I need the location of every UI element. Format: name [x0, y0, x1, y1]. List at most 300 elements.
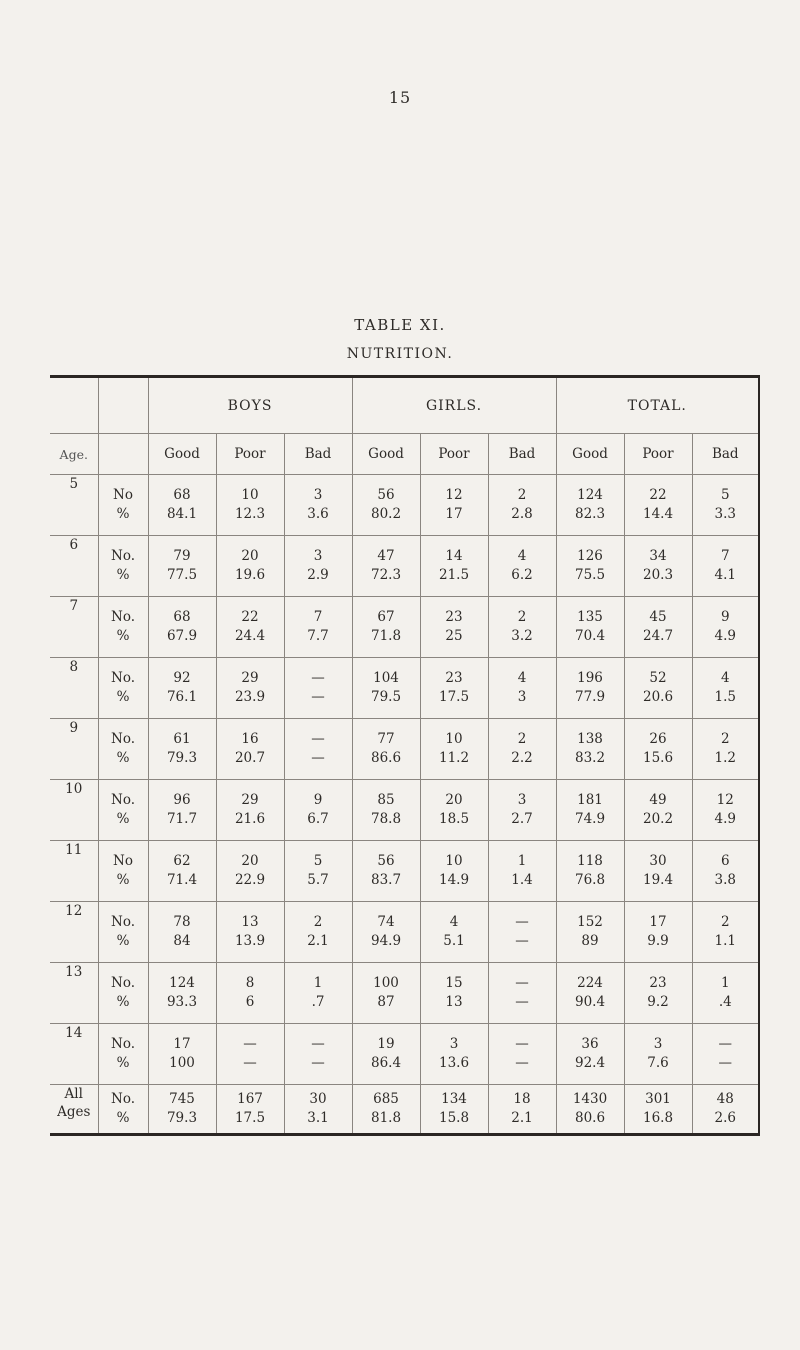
data-cell	[692, 658, 759, 719]
percent-value: 3.6	[307, 506, 329, 522]
data-cell	[556, 1024, 624, 1085]
count-value: 12	[445, 487, 463, 503]
percent-value: 75.5	[574, 567, 606, 583]
data-cell	[488, 963, 556, 1024]
data-cell	[216, 841, 284, 902]
data-cell	[284, 475, 352, 536]
percent-label: %	[116, 750, 130, 766]
data-cell	[420, 963, 488, 1024]
percent-value: 11.2	[438, 750, 470, 766]
count-value: 124	[577, 487, 603, 503]
count-value: 96	[173, 792, 191, 808]
percent-value: 17	[445, 506, 463, 522]
age-cell: 10	[50, 780, 98, 841]
data-cell	[284, 780, 352, 841]
column-header: Poor	[216, 434, 284, 475]
data-cell	[352, 780, 420, 841]
row-label-cell	[98, 1024, 148, 1085]
percent-value: 3	[517, 689, 527, 705]
count-value: 78	[173, 914, 191, 930]
percent-value: 84.1	[166, 506, 198, 522]
data-cell	[556, 658, 624, 719]
count-value: 2	[517, 731, 527, 747]
data-cell	[624, 536, 692, 597]
data-cell	[148, 719, 216, 780]
percent-value: 2.1	[307, 933, 329, 949]
data-cell	[692, 780, 759, 841]
count-value: 20	[241, 548, 259, 564]
percent-value: 14.4	[642, 506, 674, 522]
count-value: 13	[241, 914, 259, 930]
percent-value: 89	[581, 933, 599, 949]
count-value: 68	[173, 609, 191, 625]
count-value: 3	[313, 548, 323, 564]
count-value: 30	[309, 1091, 327, 1107]
percent-value: 14.9	[438, 872, 470, 888]
count-value: —	[718, 1036, 733, 1052]
row-label-cell	[98, 780, 148, 841]
count-value: 79	[173, 548, 191, 564]
percent-value: 93.3	[166, 994, 198, 1010]
data-cell	[352, 1024, 420, 1085]
count-value: 49	[649, 792, 667, 808]
count-value: —	[243, 1036, 257, 1052]
count-label: No.	[111, 1036, 135, 1052]
percent-value: 4.9	[714, 628, 736, 644]
percent-label: %	[116, 506, 130, 522]
data-cell	[692, 597, 759, 658]
data-cell	[556, 780, 624, 841]
count-value: 92	[173, 670, 191, 686]
count-value: 152	[577, 914, 603, 930]
percent-value: 5.1	[443, 933, 465, 949]
count-value: 224	[577, 975, 603, 991]
data-cell	[284, 597, 352, 658]
age-cell: 7	[50, 597, 98, 658]
age-cell: 5	[50, 475, 98, 536]
percent-value: —	[718, 1055, 733, 1071]
data-cell	[556, 475, 624, 536]
count-value: 20	[241, 853, 259, 869]
count-label: No.	[111, 914, 135, 930]
count-label: No.	[111, 1091, 135, 1107]
row-label-cell	[98, 658, 148, 719]
data-cell	[216, 475, 284, 536]
row-label-cell	[98, 902, 148, 963]
data-cell	[284, 658, 352, 719]
table-row	[50, 780, 759, 841]
percent-value: 2.9	[307, 567, 329, 583]
percent-value: 3.3	[714, 506, 736, 522]
percent-value: 15.8	[438, 1110, 470, 1126]
age-cell: 12	[50, 902, 98, 963]
count-value: 134	[441, 1091, 467, 1107]
percent-value: 2.1	[511, 1110, 533, 1126]
data-cell	[420, 658, 488, 719]
data-cell	[216, 1085, 284, 1135]
data-cell	[692, 475, 759, 536]
data-cell	[420, 597, 488, 658]
percent-value: 19.6	[234, 567, 266, 583]
percent-value: 84	[173, 933, 191, 949]
data-cell	[488, 1085, 556, 1135]
percent-value: 77.9	[574, 689, 606, 705]
table-title: TABLE XI.	[354, 316, 446, 334]
percent-value: 12.3	[234, 506, 266, 522]
count-value: 23	[445, 670, 463, 686]
data-cell	[488, 902, 556, 963]
percent-value: 17.5	[234, 1110, 266, 1126]
percent-value: 1.4	[511, 872, 533, 888]
percent-label: %	[116, 811, 130, 827]
count-value: 3	[449, 1036, 459, 1052]
table-subtitle: NUTRITION.	[346, 346, 454, 362]
count-value: 4	[517, 670, 527, 686]
count-value: 196	[577, 670, 603, 686]
count-label: No	[113, 853, 133, 869]
count-value: 26	[649, 731, 667, 747]
percent-label: %	[116, 628, 130, 644]
percent-value: 20.6	[642, 689, 674, 705]
data-cell	[148, 963, 216, 1024]
data-cell	[148, 902, 216, 963]
percent-value: 17.5	[438, 689, 470, 705]
count-value: 301	[645, 1091, 671, 1107]
data-cell	[352, 475, 420, 536]
percent-value: 79.5	[370, 689, 402, 705]
count-value: 135	[577, 609, 603, 625]
percent-label: %	[116, 1055, 130, 1071]
count-value: 23	[649, 975, 667, 991]
percent-value: 92.4	[574, 1055, 606, 1071]
percent-value: 23.9	[234, 689, 266, 705]
data-cell	[624, 1085, 692, 1135]
percent-value: 13.9	[234, 933, 266, 949]
count-value: 30	[649, 853, 667, 869]
data-cell	[488, 658, 556, 719]
data-cell	[284, 719, 352, 780]
count-value: 181	[577, 792, 603, 808]
percent-value: —	[515, 933, 529, 949]
row-label-cell	[98, 963, 148, 1024]
percent-value: 86.4	[370, 1055, 402, 1071]
percent-value: —	[515, 1055, 529, 1071]
count-value: 14	[445, 548, 463, 564]
data-cell	[624, 1024, 692, 1085]
data-cell	[692, 1024, 759, 1085]
data-cell	[624, 902, 692, 963]
group-header-total: TOTAL.	[627, 397, 687, 414]
percent-value: —	[243, 1055, 257, 1071]
table-row	[50, 1024, 759, 1085]
count-value: 23	[445, 609, 463, 625]
column-header: Good	[352, 434, 420, 475]
column-header: Poor	[624, 434, 692, 475]
count-label: No.	[111, 670, 135, 686]
data-cell	[488, 719, 556, 780]
percent-value: 20.3	[642, 567, 674, 583]
count-value: 6	[720, 853, 730, 869]
column-header: Bad	[692, 434, 759, 475]
label-header	[98, 434, 148, 475]
age-cell: 8	[50, 658, 98, 719]
percent-value: 24.7	[642, 628, 674, 644]
count-value: 17	[649, 914, 667, 930]
data-cell	[216, 902, 284, 963]
count-value: 17	[173, 1036, 191, 1052]
percent-value: 4.1	[714, 567, 736, 583]
percent-value: 81.8	[370, 1110, 402, 1126]
data-cell	[624, 475, 692, 536]
data-cell	[216, 536, 284, 597]
percent-value: 86.6	[370, 750, 402, 766]
count-label: No.	[111, 548, 135, 564]
count-value: 1	[517, 853, 527, 869]
count-value: 77	[377, 731, 395, 747]
percent-value: 9.2	[647, 994, 669, 1010]
percent-value: 100	[169, 1055, 195, 1071]
age-header: Age.	[50, 434, 98, 475]
age-cell: 9	[50, 719, 98, 780]
count-value: 56	[377, 487, 395, 503]
percent-label: %	[116, 872, 130, 888]
percent-value: 79.3	[166, 1110, 198, 1126]
count-value: 29	[241, 792, 259, 808]
percent-value: 77.5	[166, 567, 198, 583]
data-cell	[556, 536, 624, 597]
percent-label: %	[116, 567, 130, 583]
data-cell	[352, 963, 420, 1024]
percent-value: 70.4	[574, 628, 606, 644]
percent-value: 67.9	[166, 628, 198, 644]
column-header: Poor	[420, 434, 488, 475]
data-cell	[692, 963, 759, 1024]
count-value: 10	[445, 731, 463, 747]
count-value: 74	[377, 914, 395, 930]
count-value: 2	[313, 914, 323, 930]
percent-value: 80.2	[370, 506, 402, 522]
percent-value: —	[311, 1055, 325, 1071]
percent-value: 80.6	[574, 1110, 606, 1126]
data-cell	[284, 841, 352, 902]
count-value: 61	[173, 731, 191, 747]
percent-value: 79.3	[166, 750, 198, 766]
percent-value: 3.1	[307, 1110, 329, 1126]
column-header-row	[50, 434, 759, 475]
data-cell	[692, 902, 759, 963]
data-cell	[556, 597, 624, 658]
table-row	[50, 658, 759, 719]
data-cell	[420, 1024, 488, 1085]
percent-label: %	[116, 933, 130, 949]
group-header-girls: GIRLS.	[352, 377, 556, 434]
count-value: 67	[377, 609, 395, 625]
percent-value: 21.5	[438, 567, 470, 583]
percent-value: 18.5	[438, 811, 470, 827]
count-value: 47	[377, 548, 395, 564]
percent-value: 83.2	[574, 750, 606, 766]
percent-value: —	[311, 750, 325, 766]
count-value: 167	[237, 1091, 263, 1107]
percent-value: 1.1	[714, 933, 736, 949]
data-cell	[420, 1085, 488, 1135]
data-cell	[216, 719, 284, 780]
data-cell	[148, 536, 216, 597]
count-value: 3	[313, 487, 323, 503]
data-cell	[420, 536, 488, 597]
data-cell	[556, 1085, 624, 1135]
percent-value: .4	[718, 994, 732, 1010]
data-cell	[420, 841, 488, 902]
count-value: 10	[241, 487, 259, 503]
data-cell	[488, 1024, 556, 1085]
percent-value: 76.1	[166, 689, 198, 705]
data-cell	[556, 719, 624, 780]
count-value: 48	[716, 1091, 734, 1107]
table-row	[50, 902, 759, 963]
data-cell	[692, 536, 759, 597]
data-cell	[352, 597, 420, 658]
data-cell	[216, 780, 284, 841]
percent-value: 3.2	[511, 628, 533, 644]
percent-value: 90.4	[574, 994, 606, 1010]
percent-value: 6.7	[307, 811, 329, 827]
count-value: —	[311, 1036, 325, 1052]
percent-value: 9.9	[647, 933, 669, 949]
percent-label: %	[116, 1110, 130, 1126]
count-label: No.	[111, 609, 135, 625]
count-value: 2	[720, 731, 730, 747]
count-value: 2	[720, 914, 730, 930]
data-cell	[488, 841, 556, 902]
percent-value: 6.2	[511, 567, 533, 583]
count-value: 3	[517, 792, 527, 808]
percent-value: 5.7	[307, 872, 329, 888]
data-cell	[420, 780, 488, 841]
data-cell	[624, 597, 692, 658]
data-cell	[488, 780, 556, 841]
percent-value: 25	[445, 628, 463, 644]
age-cell: 13	[50, 963, 98, 1024]
table-row	[50, 841, 759, 902]
data-cell	[216, 597, 284, 658]
count-value: 68	[173, 487, 191, 503]
row-label-cell	[98, 597, 148, 658]
percent-value: 72.3	[370, 567, 402, 583]
data-cell	[488, 597, 556, 658]
count-value: 62	[173, 853, 191, 869]
age-cell: 11	[50, 841, 98, 902]
data-cell	[692, 719, 759, 780]
count-label: No.	[111, 792, 135, 808]
data-cell	[284, 902, 352, 963]
percent-value: 1.2	[714, 750, 736, 766]
data-cell	[148, 841, 216, 902]
count-value: 36	[581, 1036, 599, 1052]
data-cell	[148, 475, 216, 536]
table-row	[50, 963, 759, 1024]
data-cell	[692, 841, 759, 902]
percent-value: 83.7	[370, 872, 402, 888]
row-label-cell	[98, 1085, 148, 1135]
data-cell	[556, 841, 624, 902]
data-cell	[488, 536, 556, 597]
data-cell	[420, 475, 488, 536]
count-value: 19	[377, 1036, 395, 1052]
count-value: 45	[649, 609, 667, 625]
percent-value: 13	[445, 994, 463, 1010]
age-cell: All Ages	[50, 1085, 98, 1135]
percent-value: 20.2	[642, 811, 674, 827]
data-cell	[148, 658, 216, 719]
count-value: —	[311, 670, 325, 686]
data-cell	[148, 597, 216, 658]
count-value: —	[515, 975, 529, 991]
percent-value: —	[311, 689, 325, 705]
percent-value: 1.5	[714, 689, 736, 705]
row-label-cell	[98, 536, 148, 597]
data-cell	[352, 719, 420, 780]
table-row	[50, 597, 759, 658]
table-row	[50, 1085, 759, 1135]
count-value: 3	[653, 1036, 663, 1052]
count-value: 10	[445, 853, 463, 869]
page-number: 15	[388, 88, 412, 107]
count-value: 20	[445, 792, 463, 808]
data-cell	[624, 719, 692, 780]
corner-cell	[98, 377, 148, 434]
data-cell	[420, 719, 488, 780]
count-value: 100	[373, 975, 399, 991]
percent-value: 2.6	[714, 1110, 736, 1126]
percent-value: 71.7	[166, 811, 198, 827]
count-label: No.	[111, 975, 135, 991]
percent-value: —	[515, 994, 529, 1010]
percent-value: 15.6	[642, 750, 674, 766]
percent-label: %	[116, 994, 130, 1010]
count-value: 2	[517, 487, 527, 503]
count-value: 52	[649, 670, 667, 686]
count-value: 745	[169, 1091, 195, 1107]
count-value: 126	[577, 548, 603, 564]
count-label: No	[113, 487, 133, 503]
count-value: 685	[373, 1091, 399, 1107]
data-cell	[624, 841, 692, 902]
percent-label: %	[116, 689, 130, 705]
percent-value: .7	[311, 994, 325, 1010]
percent-value: 21.6	[234, 811, 266, 827]
column-header: Bad	[488, 434, 556, 475]
data-cell	[352, 536, 420, 597]
percent-value: 78.8	[370, 811, 402, 827]
count-value: 12	[716, 792, 734, 808]
percent-value: 87	[377, 994, 395, 1010]
percent-value: 82.3	[574, 506, 606, 522]
column-header: Good	[148, 434, 216, 475]
data-cell	[216, 658, 284, 719]
percent-value: 71.8	[370, 628, 402, 644]
table-row	[50, 719, 759, 780]
count-value: 18	[513, 1091, 531, 1107]
data-cell	[352, 1085, 420, 1135]
count-value: 5	[313, 853, 323, 869]
count-value: 22	[649, 487, 667, 503]
data-cell	[284, 963, 352, 1024]
age-cell: 14	[50, 1024, 98, 1085]
count-value: 1	[313, 975, 323, 991]
percent-value: 2.7	[511, 811, 533, 827]
group-header-boys: BOYS	[148, 377, 352, 434]
